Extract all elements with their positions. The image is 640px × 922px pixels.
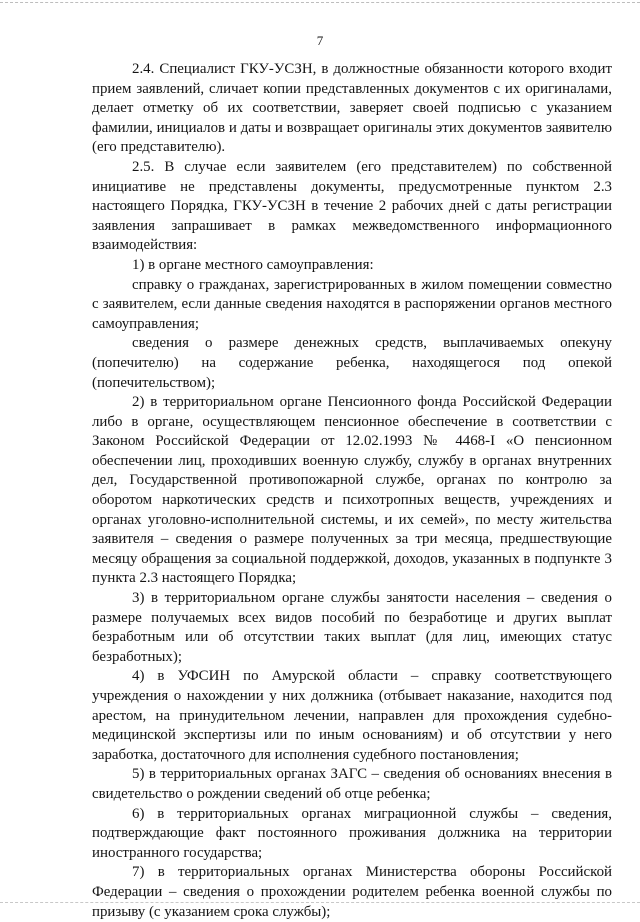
paragraph-2-5: 2.5. В случае если заявителем (его представителем) по собственной инициативе не представлены документы, предусмотренные пунктом 2.3 настоящего Порядка, ГКУ-УСЗН в течение 2 рабочих дней с даты регистрации заявления запрашивает в рамках межведомственного информационного взаимодействия: [92,158,612,254]
item-7-ministry-of-defense: 7) в территориальных органах Министерства обороны Российской Федерации – сведения о прохождении родителем ребенка военной службы по призыву (с указанием срока службы); [92,864,612,920]
item-1-local-government: 1) в органе местного самоуправления: [132,256,374,273]
item-1-residents-certificate: справку о гражданах, зарегистрированных в жилом помещении совместно с заявителем, если данные сведения находятся в распоряжении органов местного самоуправления; [92,276,612,332]
item-3-employment-service: 3) в территориальном органе службы занятости населения – сведения о размере получаемых всех видов пособий по безработице и других выплат безработным или об отсутствии таких выплат (для лиц, имеющих статус безработных); [92,590,612,665]
paragraph-2-4: 2.4. Специалист ГКУ-УСЗН, в должностные обязанности которого входит прием заявлений, сличает копии представленных документов с их оригиналами, делает отметку об их соответствии, заверяет своей подписью с указанием фамилии, инициалов и даты и возвращает оригиналы этих документов заявителю (его представителю). [92,61,612,156]
item-1-guardian-payments: сведения о размере денежных средств, выплачиваемых опекуну (попечителю) на содержание ребенка, находящегося под опекой (попечительством); [92,335,612,391]
scan-top-edge [0,2,640,3]
page-number: 7 [316,33,324,48]
item-5-zags: 5) в территориальных органах ЗАГС – сведения об основаниях внесения в свидетельство о рождении сведений об отце ребенка; [92,766,612,802]
document-body [92,60,612,922]
item-4-ufsin: 4) в УФСИН по Амурской области – справку соответствующего учреждения о нахождении у них должника (отбывает наказание, находится под арестом, на принудительном лечении, направлен для прохождения судебно-медицинской экспертизы или по иным основаниям) и об отсутствии у него заработка, достаточного для исполнения судебного постановления; [92,668,612,763]
scan-bottom-edge [0,902,640,903]
item-2-pension-fund: 2) в территориальном органе Пенсионного фонда Российской Федерации либо в органе, осуществляющем пенсионное обеспечение в соответствии с Законом Российской Федерации от 12.02.1993 № 4468-I «О пенсионном обеспечении лиц, проходивших военную службу, службу в органах внутренних дел, Государственной противопожарной службе, органах по контролю за оборотом наркотических средств и психотропных веществ, учреждениях и органах уголовно-исполнительной системы, и их семей», по месту жительства заявителя – сведения о размере полученных за три месяца, предшествующие месяцу обращения за социальной поддержкой, доходов, указанных в подпункте 3 пункта 2.3 настоящего Порядка; [92,394,612,587]
item-6-migration-service: 6) в территориальных органах миграционной службы – сведения, подтверждающие факт постоянного проживания должника на территории иностранного государства; [92,805,612,861]
